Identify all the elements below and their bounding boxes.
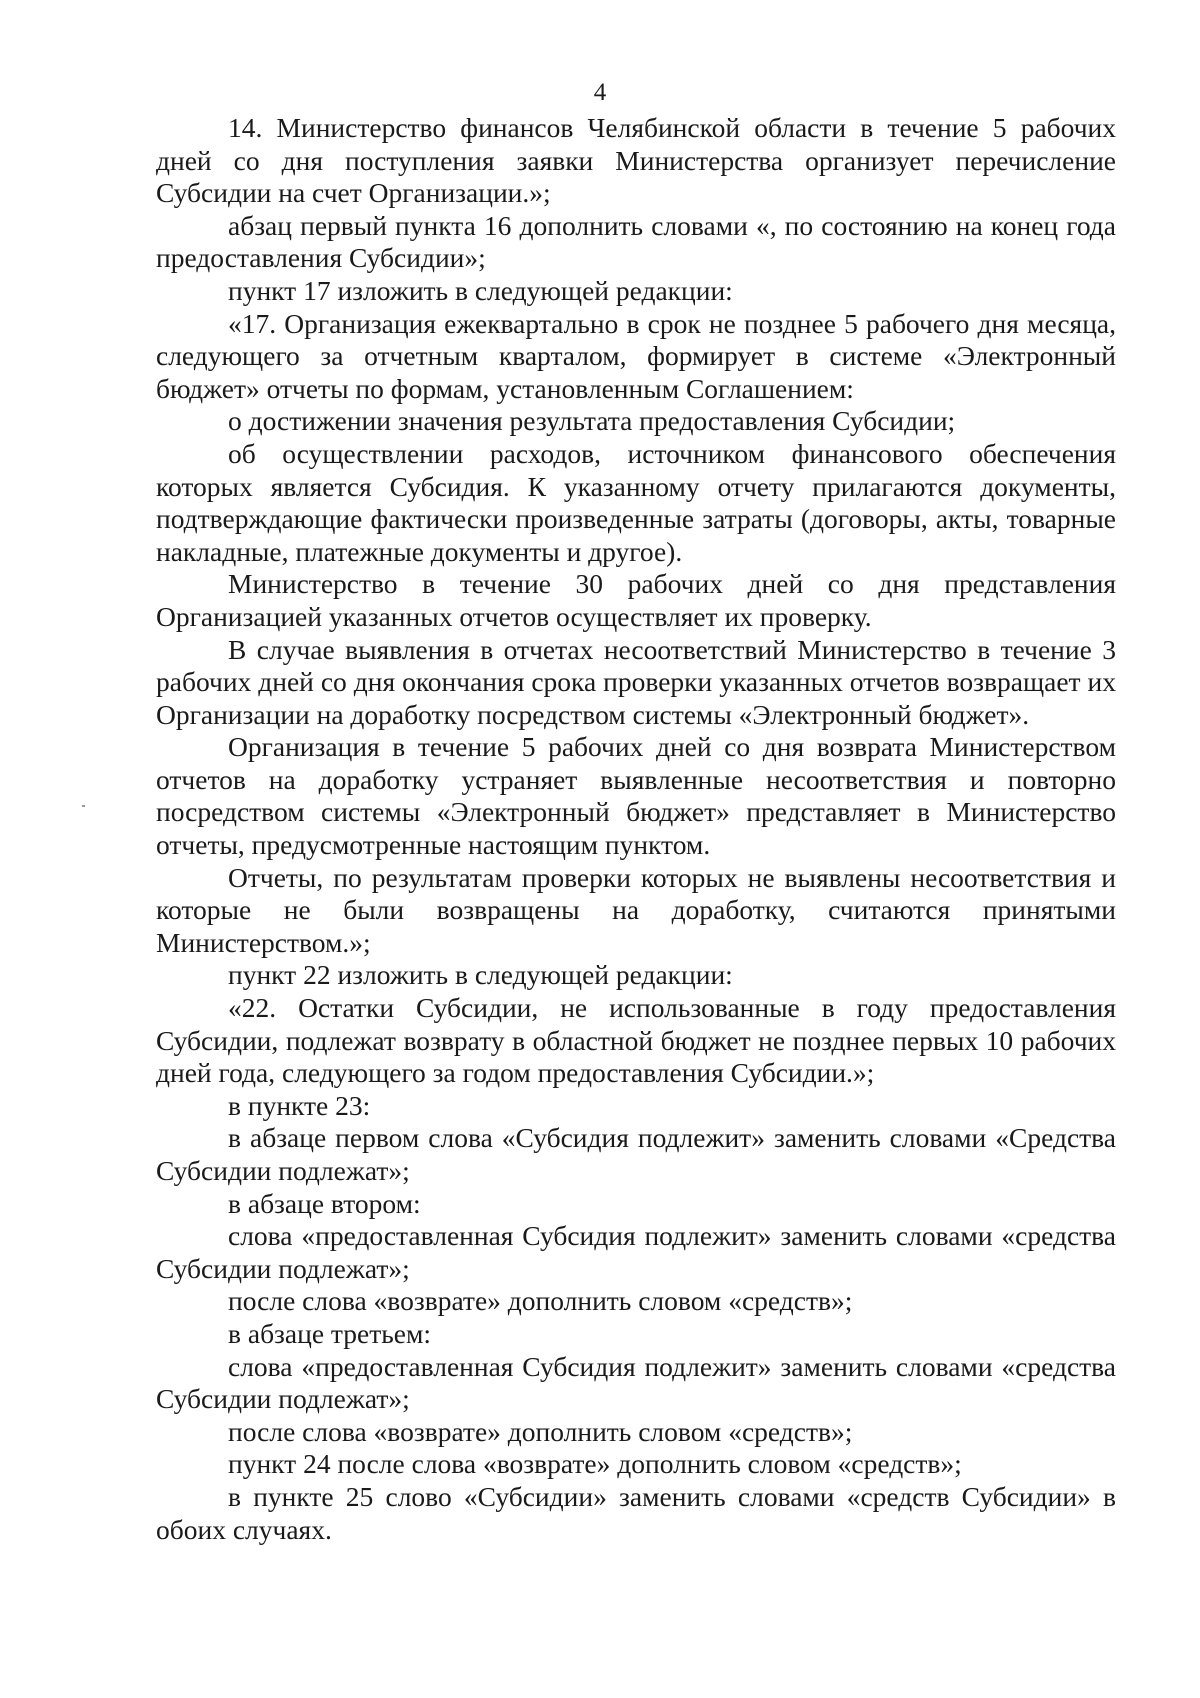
paragraph-item-22: «22. Остатки Субсидии, не использованные в году предоставления Субсидии, подлежат возврату в областной бюджет не позднее первых 10 рабочих дней года, следующего за годом предоставления Субсидии.»; xyxy=(156,992,1116,1089)
paragraph-item-17: «17. Организация ежеквартально в срок не позднее 5 рабочего дня месяца, следующего за отчетным кварталом, формирует в системе «Электронный бюджет» отчеты по формам, установленным Соглашением: xyxy=(156,307,1116,404)
paragraph-report-result: о достижении значения результата предоставления Субсидии; xyxy=(228,405,956,437)
paragraph-amend-24: пункт 24 после слова «возврате» дополнить словом «средств»; xyxy=(228,1448,962,1480)
paragraph-amend-23-first: в абзаце первом слова «Субсидия подлежит» заменить словами «Средства Субсидии подлежат»; xyxy=(156,1122,1116,1186)
paragraph-ministry-check: Министерство в течение 30 рабочих дней со дня представления Организацией указанных отчетов осуществляет их проверку. xyxy=(156,568,1116,632)
paragraph-amend-23-intro: в пункте 23: xyxy=(228,1089,371,1121)
paragraph-amend-16: абзац первый пункта 16 дополнить словами «, по состоянию на конец года предоставления Субсидии»; xyxy=(156,209,1116,274)
paragraph-item-14: 14. Министерство финансов Челябинской области в течение 5 рабочих дней со дня поступления заявки Министерства организует перечисление Субсидии на счет Организации.»; xyxy=(156,112,1116,209)
page-number: 4 xyxy=(593,79,607,106)
paragraph-amend-23-third-words: слова «предоставленная Субсидия подлежит» заменить словами «средства Субсидии подлежат»; xyxy=(156,1350,1116,1415)
paragraph-reports-accepted: Отчеты, по результатам проверки которых не выявлены несоответствия и которые не были возвращены на доработку, считаются принятыми Министерством.»; xyxy=(156,861,1116,958)
scan-artifact xyxy=(82,805,85,807)
paragraph-amend-23-third-after: после слова «возврате» дополнить словом «средств»; xyxy=(228,1415,853,1447)
paragraph-amend-23-second-intro: в абзаце втором: xyxy=(228,1187,421,1219)
paragraph-amend-22-intro: пункт 22 изложить в следующей редакции: xyxy=(228,959,733,991)
paragraph-report-expenses: об осуществлении расходов, источником финансового обеспечения которых является Субсидия. К указанному отчету прилагаются документы, подтверждающие фактически произведенные затраты (договоры, акты, товарные накладные, платежные документы и другое). xyxy=(156,437,1116,567)
paragraph-amend-23-second-after: после слова «возврате» дополнить словом «средств»; xyxy=(228,1285,853,1317)
paragraph-amend-23-second-words: слова «предоставленная Субсидия подлежит» заменить словами «средства Субсидии подлежат»; xyxy=(156,1220,1116,1284)
paragraph-amend-23-third-intro: в абзаце третьем: xyxy=(228,1317,432,1349)
paragraph-amend-17-intro: пункт 17 изложить в следующей редакции: xyxy=(228,274,733,306)
paragraph-amend-25: в пункте 25 слово «Субсидии» заменить словами «средств Субсидии» в обоих случаях. xyxy=(156,1480,1116,1545)
document-body xyxy=(156,112,1116,1546)
paragraph-return-for-revision: В случае выявления в отчетах несоответствий Министерство в течение 3 рабочих дней со дня окончания срока проверки указанных отчетов возвращает их Организации на доработку посредством системы «Электронный бюджет». xyxy=(156,633,1116,730)
paragraph-organization-revision: Организация в течение 5 рабочих дней со дня возврата Министерством отчетов на доработку устраняет выявленные несоответствия и повторно посредством системы «Электронный бюджет» представляет в Министерство отчеты, предусмотренные настоящим пунктом. xyxy=(156,731,1116,861)
